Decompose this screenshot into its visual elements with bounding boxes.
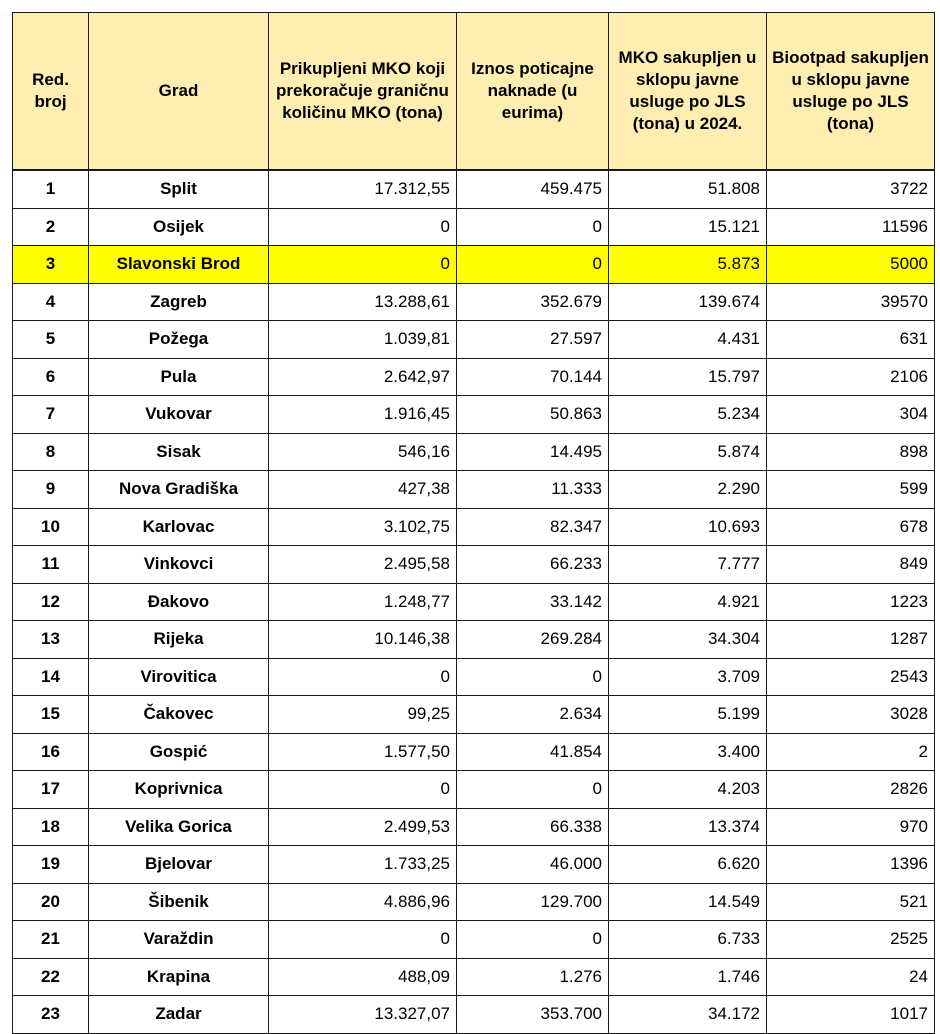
cell-biowaste[interactable]: 2525 [767, 921, 935, 959]
cell-biowaste[interactable]: 5000 [767, 246, 935, 284]
cell-row-number[interactable]: 20 [13, 883, 89, 921]
header-row-number: Red. broj [13, 13, 89, 171]
cell-row-number[interactable]: 22 [13, 958, 89, 996]
cell-mko-2024[interactable]: 7.777 [609, 546, 767, 584]
cell-biowaste[interactable]: 1017 [767, 996, 935, 1034]
cell-mko-2024[interactable]: 4.203 [609, 771, 767, 809]
cell-incentive-fee[interactable]: 41.854 [457, 733, 609, 771]
cell-row-number[interactable]: 10 [13, 508, 89, 546]
cell-mko-2024[interactable]: 5.874 [609, 433, 767, 471]
cell-biowaste[interactable]: 11596 [767, 208, 935, 246]
cell-mko-over-limit[interactable]: 0 [269, 246, 457, 284]
table-row [13, 508, 935, 546]
cell-incentive-fee[interactable]: 129.700 [457, 883, 609, 921]
cell-mko-over-limit[interactable]: 13.327,07 [269, 996, 457, 1034]
cell-row-number[interactable]: 4 [13, 283, 89, 321]
table-row [13, 733, 935, 771]
cell-mko-2024[interactable]: 5.234 [609, 396, 767, 434]
cell-row-number[interactable]: 11 [13, 546, 89, 584]
cell-mko-over-limit[interactable]: 2.499,53 [269, 808, 457, 846]
cell-mko-over-limit[interactable]: 1.733,25 [269, 846, 457, 884]
cell-biowaste[interactable]: 39570 [767, 283, 935, 321]
cell-mko-over-limit[interactable]: 0 [269, 658, 457, 696]
cell-incentive-fee[interactable]: 1.276 [457, 958, 609, 996]
cell-mko-2024[interactable]: 10.693 [609, 508, 767, 546]
cell-biowaste[interactable]: 1287 [767, 621, 935, 659]
table-row [13, 808, 935, 846]
table-header [13, 13, 935, 171]
cell-incentive-fee[interactable]: 46.000 [457, 846, 609, 884]
cell-biowaste[interactable]: 24 [767, 958, 935, 996]
cell-incentive-fee[interactable]: 2.634 [457, 696, 609, 734]
cell-row-number[interactable]: 13 [13, 621, 89, 659]
cell-city[interactable]: Čakovec [89, 696, 269, 734]
cell-incentive-fee[interactable]: 70.144 [457, 358, 609, 396]
table-row [13, 696, 935, 734]
cell-biowaste[interactable]: 631 [767, 321, 935, 359]
cell-city[interactable]: Koprivnica [89, 771, 269, 809]
table-row [13, 883, 935, 921]
cell-incentive-fee[interactable]: 352.679 [457, 283, 609, 321]
cell-mko-2024[interactable]: 4.921 [609, 583, 767, 621]
table-body [13, 170, 935, 1033]
table-row [13, 996, 935, 1034]
cell-mko-2024[interactable]: 6.733 [609, 921, 767, 959]
cell-incentive-fee[interactable]: 353.700 [457, 996, 609, 1034]
cell-incentive-fee[interactable]: 269.284 [457, 621, 609, 659]
cell-mko-over-limit[interactable]: 546,16 [269, 433, 457, 471]
cell-incentive-fee[interactable]: 27.597 [457, 321, 609, 359]
cell-mko-over-limit[interactable]: 17.312,55 [269, 170, 457, 208]
cell-biowaste[interactable]: 970 [767, 808, 935, 846]
cell-mko-over-limit[interactable]: 2.495,58 [269, 546, 457, 584]
cell-biowaste[interactable]: 304 [767, 396, 935, 434]
cell-mko-over-limit[interactable]: 427,38 [269, 471, 457, 509]
cell-city[interactable]: Pula [89, 358, 269, 396]
cell-city[interactable]: Bjelovar [89, 846, 269, 884]
cell-mko-2024[interactable]: 34.172 [609, 996, 767, 1034]
cell-incentive-fee[interactable]: 66.233 [457, 546, 609, 584]
cell-mko-2024[interactable]: 3.400 [609, 733, 767, 771]
cell-mko-over-limit[interactable]: 4.886,96 [269, 883, 457, 921]
cell-mko-2024[interactable]: 51.808 [609, 170, 767, 208]
cell-biowaste[interactable]: 2106 [767, 358, 935, 396]
cell-mko-2024[interactable]: 13.374 [609, 808, 767, 846]
cell-biowaste[interactable]: 849 [767, 546, 935, 584]
cell-mko-over-limit[interactable]: 1.577,50 [269, 733, 457, 771]
cell-mko-over-limit[interactable]: 488,09 [269, 958, 457, 996]
cell-city[interactable]: Šibenik [89, 883, 269, 921]
header-biowaste: Biootpad sakupljen u sklopu javne usluge po JLS (tona) [767, 13, 935, 171]
cell-biowaste[interactable]: 3028 [767, 696, 935, 734]
cell-mko-2024[interactable]: 6.620 [609, 846, 767, 884]
cell-biowaste[interactable]: 1223 [767, 583, 935, 621]
cell-city[interactable]: Vukovar [89, 396, 269, 434]
table-row [13, 771, 935, 809]
cell-city[interactable]: Karlovac [89, 508, 269, 546]
table-row [13, 433, 935, 471]
cell-mko-over-limit[interactable]: 13.288,61 [269, 283, 457, 321]
cell-row-number[interactable]: 2 [13, 208, 89, 246]
table-row [13, 846, 935, 884]
table-row [13, 658, 935, 696]
cell-row-number[interactable]: 18 [13, 808, 89, 846]
cell-row-number[interactable]: 23 [13, 996, 89, 1034]
cell-row-number[interactable]: 9 [13, 471, 89, 509]
cell-row-number[interactable]: 8 [13, 433, 89, 471]
cell-incentive-fee[interactable]: 0 [457, 246, 609, 284]
cell-row-number[interactable]: 5 [13, 321, 89, 359]
cell-incentive-fee[interactable]: 50.863 [457, 396, 609, 434]
cell-row-number[interactable]: 1 [13, 170, 89, 208]
waste-collection-table [12, 12, 935, 1034]
cell-incentive-fee[interactable]: 11.333 [457, 471, 609, 509]
cell-row-number[interactable]: 21 [13, 921, 89, 959]
cell-mko-over-limit[interactable]: 2.642,97 [269, 358, 457, 396]
cell-mko-over-limit[interactable]: 99,25 [269, 696, 457, 734]
cell-mko-over-limit[interactable]: 10.146,38 [269, 621, 457, 659]
cell-mko-2024[interactable]: 5.873 [609, 246, 767, 284]
cell-row-number[interactable]: 12 [13, 583, 89, 621]
cell-incentive-fee[interactable]: 33.142 [457, 583, 609, 621]
table-row [13, 621, 935, 659]
cell-city[interactable]: Osijek [89, 208, 269, 246]
cell-row-number[interactable]: 3 [13, 246, 89, 284]
cell-biowaste[interactable]: 2 [767, 733, 935, 771]
cell-incentive-fee[interactable]: 14.495 [457, 433, 609, 471]
cell-city[interactable]: Požega [89, 321, 269, 359]
cell-city[interactable]: Gospić [89, 733, 269, 771]
cell-mko-over-limit[interactable]: 0 [269, 208, 457, 246]
table-row [13, 958, 935, 996]
cell-city[interactable]: Zagreb [89, 283, 269, 321]
cell-incentive-fee[interactable]: 82.347 [457, 508, 609, 546]
cell-city[interactable]: Sisak [89, 433, 269, 471]
cell-incentive-fee[interactable]: 459.475 [457, 170, 609, 208]
cell-biowaste[interactable]: 2826 [767, 771, 935, 809]
header-city: Grad [89, 13, 269, 171]
cell-city[interactable]: Varaždin [89, 921, 269, 959]
cell-city[interactable]: Virovitica [89, 658, 269, 696]
cell-row-number[interactable]: 17 [13, 771, 89, 809]
cell-row-number[interactable]: 15 [13, 696, 89, 734]
cell-row-number[interactable]: 16 [13, 733, 89, 771]
cell-city[interactable]: Đakovo [89, 583, 269, 621]
table-row [13, 246, 935, 284]
table-row [13, 546, 935, 584]
cell-incentive-fee[interactable]: 0 [457, 921, 609, 959]
cell-row-number[interactable]: 6 [13, 358, 89, 396]
cell-city[interactable]: Velika Gorica [89, 808, 269, 846]
header-mko-over-limit: Prikupljeni MKO koji prekoračuje graničnu količinu MKO (tona) [269, 13, 457, 171]
cell-mko-2024[interactable]: 5.199 [609, 696, 767, 734]
cell-mko-2024[interactable]: 1.746 [609, 958, 767, 996]
cell-mko-over-limit[interactable]: 0 [269, 921, 457, 959]
cell-mko-2024[interactable]: 15.797 [609, 358, 767, 396]
cell-biowaste[interactable]: 898 [767, 433, 935, 471]
cell-biowaste[interactable]: 3722 [767, 170, 935, 208]
header-row [13, 13, 935, 171]
cell-biowaste[interactable]: 521 [767, 883, 935, 921]
table-row [13, 396, 935, 434]
cell-mko-over-limit[interactable]: 1.248,77 [269, 583, 457, 621]
cell-mko-over-limit[interactable]: 0 [269, 771, 457, 809]
cell-biowaste[interactable]: 2543 [767, 658, 935, 696]
table-row [13, 170, 935, 208]
cell-mko-2024[interactable]: 2.290 [609, 471, 767, 509]
cell-mko-2024[interactable]: 34.304 [609, 621, 767, 659]
cell-city[interactable]: Slavonski Brod [89, 246, 269, 284]
cell-biowaste[interactable]: 599 [767, 471, 935, 509]
cell-incentive-fee[interactable]: 66.338 [457, 808, 609, 846]
cell-city[interactable]: Nova Gradiška [89, 471, 269, 509]
cell-city[interactable]: Rijeka [89, 621, 269, 659]
cell-incentive-fee[interactable]: 0 [457, 771, 609, 809]
cell-biowaste[interactable]: 678 [767, 508, 935, 546]
table-row [13, 921, 935, 959]
cell-row-number[interactable]: 7 [13, 396, 89, 434]
cell-mko-over-limit[interactable]: 1.916,45 [269, 396, 457, 434]
cell-biowaste[interactable]: 1396 [767, 846, 935, 884]
table-row [13, 283, 935, 321]
cell-mko-2024[interactable]: 14.549 [609, 883, 767, 921]
cell-incentive-fee[interactable]: 0 [457, 208, 609, 246]
table-row [13, 471, 935, 509]
cell-city[interactable]: Krapina [89, 958, 269, 996]
cell-city[interactable]: Zadar [89, 996, 269, 1034]
cell-incentive-fee[interactable]: 0 [457, 658, 609, 696]
table-row [13, 358, 935, 396]
table-row [13, 583, 935, 621]
cell-mko-2024[interactable]: 4.431 [609, 321, 767, 359]
cell-mko-2024[interactable]: 15.121 [609, 208, 767, 246]
cell-mko-2024[interactable]: 139.674 [609, 283, 767, 321]
cell-mko-over-limit[interactable]: 1.039,81 [269, 321, 457, 359]
cell-city[interactable]: Split [89, 170, 269, 208]
table-row [13, 208, 935, 246]
cell-row-number[interactable]: 19 [13, 846, 89, 884]
header-incentive-fee: Iznos poticajne naknade (u eurima) [457, 13, 609, 171]
table-row [13, 321, 935, 359]
header-mko-2024: MKO sakupljen u sklopu javne usluge po JLS (tona) u 2024. [609, 13, 767, 171]
cell-mko-2024[interactable]: 3.709 [609, 658, 767, 696]
cell-city[interactable]: Vinkovci [89, 546, 269, 584]
cell-mko-over-limit[interactable]: 3.102,75 [269, 508, 457, 546]
cell-row-number[interactable]: 14 [13, 658, 89, 696]
